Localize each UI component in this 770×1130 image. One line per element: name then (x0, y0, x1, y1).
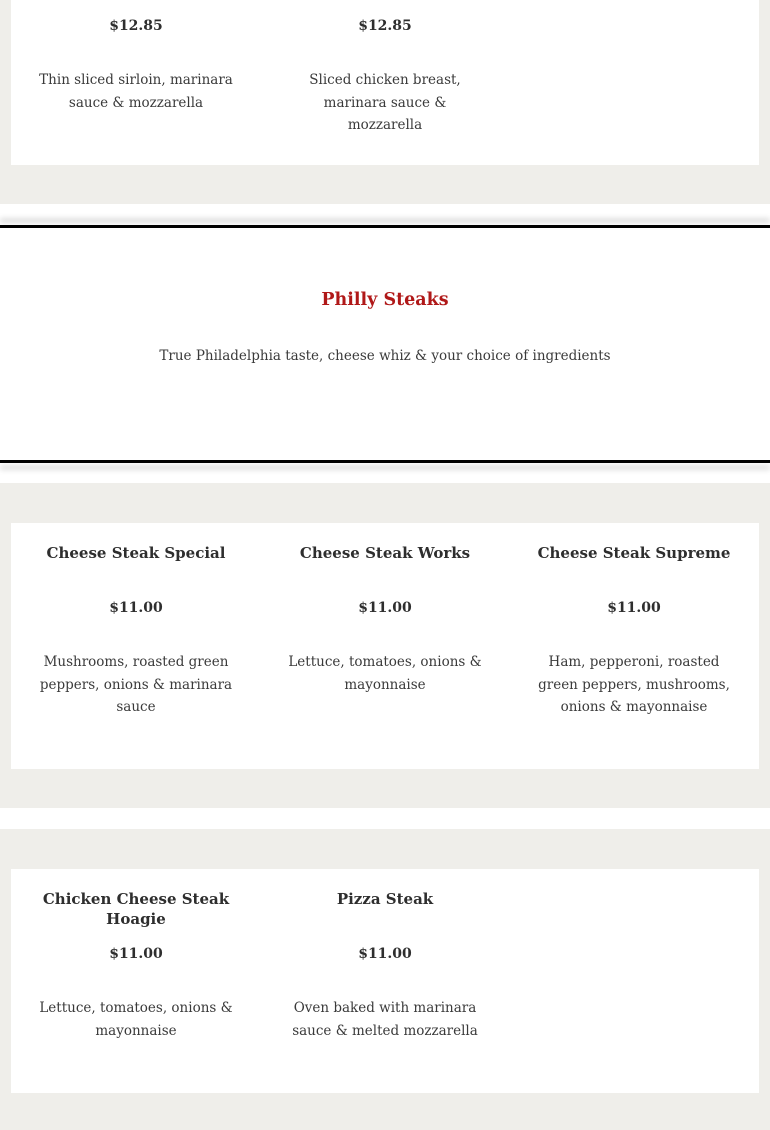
item-name: Cheese Steak Works (299, 544, 471, 562)
section-divider-bottom (0, 460, 770, 463)
item-price: $12.85 (109, 18, 163, 34)
item-description: Ham, pepperoni, roasted green peppers, mushrooms, onions & mayonnaise (538, 654, 730, 715)
item-name: Cheese Steak Special (46, 544, 226, 562)
menu-group-card (11, 523, 759, 769)
item-description: Oven baked with marinara sauce & melted mozzarella (292, 1000, 478, 1039)
item-price: $11.00 (109, 946, 163, 962)
item-description: Sliced chicken breast, marinara sauce & mozzarella (309, 72, 461, 133)
item-description: Mushrooms, roasted green peppers, onions & marinara sauce (39, 654, 233, 715)
menu-item[interactable] (260, 889, 510, 1042)
item-description: Lettuce, tomatoes, onions & mayonnaise (39, 1000, 233, 1039)
section-divider-top (0, 225, 770, 228)
section-subtitle: True Philadelphia taste, cheese whiz & your choice of ingredients (159, 348, 611, 364)
item-name: Chicken Cheese Steak Hoagie (42, 890, 230, 928)
section-title: Philly Steaks (321, 290, 449, 310)
menu-group-card (11, 869, 759, 1093)
item-name: Cheese Steak Supreme (537, 544, 731, 562)
menu-item[interactable] (260, 0, 510, 137)
item-price: $12.85 (358, 18, 412, 34)
menu-item[interactable] (11, 543, 261, 719)
item-description: Thin sliced sirloin, marinara sauce & mozzarella (39, 72, 233, 111)
item-price: $11.00 (109, 600, 163, 616)
item-price: $11.00 (358, 600, 412, 616)
item-price: $11.00 (358, 946, 412, 962)
menu-item[interactable] (11, 889, 261, 1042)
item-price: $11.00 (607, 600, 661, 616)
item-description: Lettuce, tomatoes, onions & mayonnaise (288, 654, 482, 693)
menu-item[interactable] (260, 543, 510, 696)
menu-item[interactable] (11, 0, 261, 114)
menu-item[interactable] (509, 543, 759, 719)
item-name: Pizza Steak (336, 890, 434, 908)
menu-group-card (11, 0, 759, 165)
